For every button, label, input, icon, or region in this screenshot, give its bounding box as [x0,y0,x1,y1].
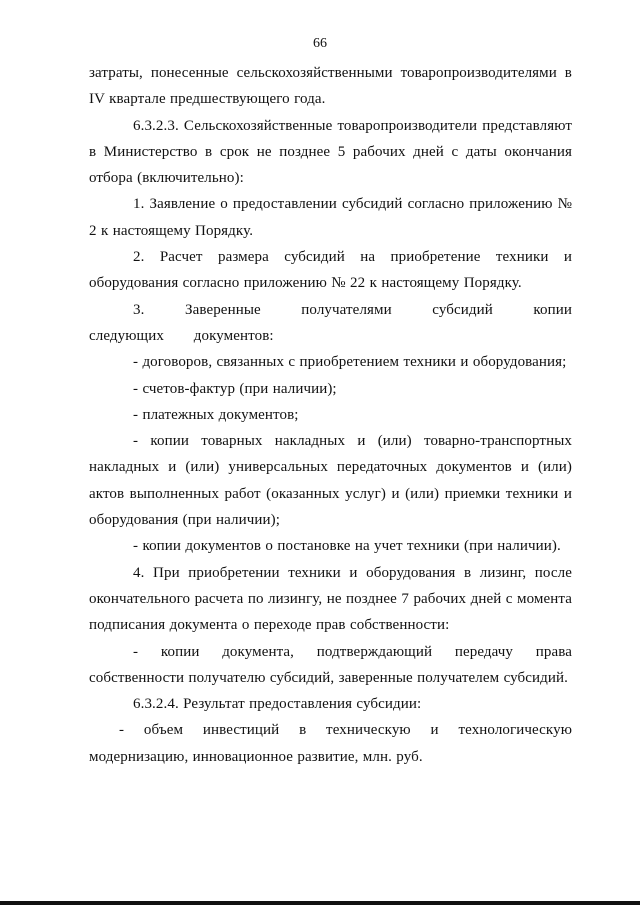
list-item-1: 1. Заявление о предоставлении субсидий согласно приложению № 2 к настоящему Порядку. [89,196,572,239]
list-item-2: 2. Расчет размера субсидий на приобретение техники и оборудования согласно приложению № 22 к настоящему Порядку. [89,249,572,292]
list-item-registration: - копии документов о постановке на учет техники (при наличии). [133,538,561,555]
list-item-invoices: - счетов-фактур (при наличии); [133,380,337,397]
list-item-contracts: - договоров, связанных с приобретением техники и оборудования; [133,354,567,371]
list-item-ownership: - копии документа, подтверждающий передачу права собственности получателю субсидий, заверенные получателем субсидий. [89,643,572,686]
list-item-payments: - платежных документов; [133,406,299,423]
paragraph-costs: затраты, понесенные сельскохозяйственными товаропроизводителями в IV квартале предшествующего года. [89,65,572,108]
bottom-scan-border [0,901,640,905]
list-item-4-leasing: 4. При приобретении техники и оборудования в лизинг, после окончательного расчета по лизингу, не позднее 7 рабочих дней с момента подписания документа о переходе прав собственности: [89,564,572,634]
page-number: 66 [313,36,327,51]
list-item-investment: - объем инвестиций в техническую и технологическую модернизацию, инновационное развитие, млн. руб. [89,722,572,765]
paragraph-6-3-2-3: 6.3.2.3. Сельскохозяйственные товаропроизводители представляют в Министерство в срок не позднее 5 рабочих дней с даты окончания отбора (включительно): [89,117,572,187]
list-item-3: 3. Заверенные получателями субсидий копии следующих документов: [89,301,572,344]
list-item-waybills: - копии товарных накладных и (или) товарно-транспортных накладных и (или) универсальных передаточных документов и (или) актов выполненных работ (оказанных услуг) и (или) приемки техники и оборудования (при наличии); [89,433,572,529]
paragraph-6-3-2-4: 6.3.2.4. Результат предоставления субсидии: [133,696,422,713]
document-body [89,60,572,770]
